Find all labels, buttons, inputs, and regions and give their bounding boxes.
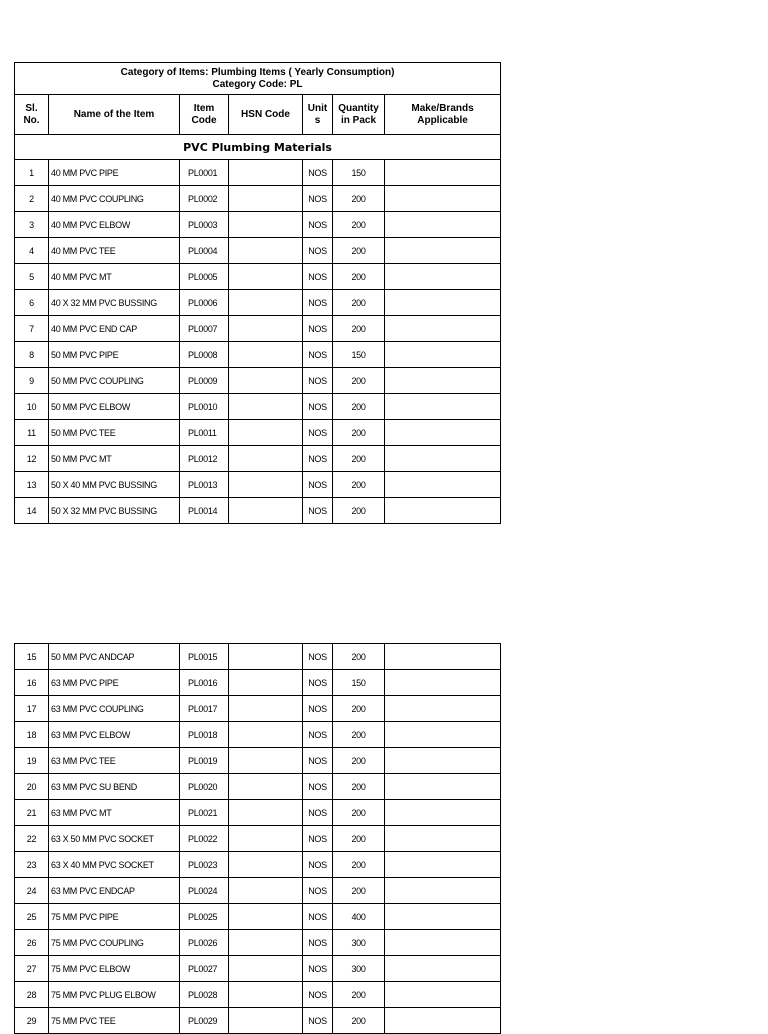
cell-sl-no: 1 [15, 160, 49, 186]
cell-item-code: PL0015 [180, 644, 229, 670]
cell-hsn-code [229, 956, 303, 982]
cell-sl-no: 25 [15, 904, 49, 930]
cell-quantity: 150 [333, 342, 385, 368]
cell-item-code: PL0013 [180, 472, 229, 498]
cell-units: NOS [303, 670, 333, 696]
cell-quantity: 200 [333, 264, 385, 290]
cell-item-name: 50 MM PVC ANDCAP [49, 644, 180, 670]
cell-item-code: PL0001 [180, 160, 229, 186]
table-row [15, 904, 501, 930]
cell-units: NOS [303, 342, 333, 368]
cell-item-code: PL0026 [180, 930, 229, 956]
cell-units: NOS [303, 904, 333, 930]
cell-item-name: 75 MM PVC PLUG ELBOW [49, 982, 180, 1008]
cell-item-code: PL0016 [180, 670, 229, 696]
cell-hsn-code [229, 394, 303, 420]
cell-item-code: PL0014 [180, 498, 229, 524]
cell-hsn-code [229, 420, 303, 446]
table-row [15, 670, 501, 696]
cell-quantity: 200 [333, 186, 385, 212]
cell-hsn-code [229, 316, 303, 342]
cell-make-brands [385, 394, 501, 420]
table-title [15, 63, 501, 95]
cell-units: NOS [303, 238, 333, 264]
cell-sl-no: 26 [15, 930, 49, 956]
cell-item-code: PL0018 [180, 722, 229, 748]
cell-make-brands [385, 982, 501, 1008]
table-row [15, 394, 501, 420]
cell-item-name: 40 MM PVC ELBOW [49, 212, 180, 238]
cell-item-name: 75 MM PVC TEE [49, 1008, 180, 1034]
cell-sl-no: 6 [15, 290, 49, 316]
cell-sl-no: 11 [15, 420, 49, 446]
cell-make-brands [385, 368, 501, 394]
cell-item-code: PL0009 [180, 368, 229, 394]
cell-quantity: 200 [333, 644, 385, 670]
cell-item-name: 75 MM PVC ELBOW [49, 956, 180, 982]
header-hsn-code: HSN Code [229, 95, 303, 135]
cell-item-code: PL0003 [180, 212, 229, 238]
cell-units: NOS [303, 420, 333, 446]
cell-quantity: 150 [333, 160, 385, 186]
cell-sl-no: 27 [15, 956, 49, 982]
cell-item-code: PL0022 [180, 826, 229, 852]
cell-item-name: 63 MM PVC MT [49, 800, 180, 826]
cell-make-brands [385, 852, 501, 878]
table-row [15, 498, 501, 524]
table-row [15, 930, 501, 956]
cell-units: NOS [303, 748, 333, 774]
cell-item-name: 50 MM PVC TEE [49, 420, 180, 446]
cell-units: NOS [303, 472, 333, 498]
cell-quantity: 200 [333, 420, 385, 446]
cell-hsn-code [229, 160, 303, 186]
cell-make-brands [385, 670, 501, 696]
cell-units: NOS [303, 446, 333, 472]
cell-item-name: 75 MM PVC PIPE [49, 904, 180, 930]
cell-hsn-code [229, 878, 303, 904]
table-row [15, 878, 501, 904]
cell-quantity: 200 [333, 394, 385, 420]
header-units: Unit s [303, 95, 333, 135]
cell-item-name: 63 MM PVC PIPE [49, 670, 180, 696]
cell-units: NOS [303, 160, 333, 186]
cell-sl-no: 9 [15, 368, 49, 394]
cell-sl-no: 4 [15, 238, 49, 264]
cell-units: NOS [303, 644, 333, 670]
table-row [15, 956, 501, 982]
table-row [15, 774, 501, 800]
table-row [15, 238, 501, 264]
cell-units: NOS [303, 498, 333, 524]
cell-sl-no: 2 [15, 186, 49, 212]
cell-hsn-code [229, 342, 303, 368]
cell-item-code: PL0019 [180, 748, 229, 774]
cell-sl-no: 22 [15, 826, 49, 852]
cell-quantity: 200 [333, 238, 385, 264]
cell-hsn-code [229, 982, 303, 1008]
table-row [15, 696, 501, 722]
cell-make-brands [385, 878, 501, 904]
cell-item-code: PL0024 [180, 878, 229, 904]
cell-units: NOS [303, 316, 333, 342]
cell-sl-no: 12 [15, 446, 49, 472]
cell-item-name: 63 MM PVC SU BEND [49, 774, 180, 800]
cell-make-brands [385, 420, 501, 446]
cell-make-brands [385, 930, 501, 956]
table-row [15, 1008, 501, 1034]
cell-item-code: PL0020 [180, 774, 229, 800]
cell-item-code: PL0029 [180, 1008, 229, 1034]
cell-item-name: 63 MM PVC COUPLING [49, 696, 180, 722]
table-row [15, 316, 501, 342]
cell-sl-no: 3 [15, 212, 49, 238]
category-title: Category of Items: Plumbing Items ( Yearly Consumption) [120, 66, 395, 78]
cell-item-name: 63 X 40 MM PVC SOCKET [49, 852, 180, 878]
table-row [15, 368, 501, 394]
cell-hsn-code [229, 1008, 303, 1034]
cell-item-code: PL0002 [180, 186, 229, 212]
cell-make-brands [385, 316, 501, 342]
cell-quantity: 200 [333, 212, 385, 238]
cell-quantity: 200 [333, 748, 385, 774]
cell-hsn-code [229, 800, 303, 826]
table-row [15, 160, 501, 186]
table-body-2 [15, 644, 501, 1034]
cell-units: NOS [303, 212, 333, 238]
cell-item-code: PL0021 [180, 800, 229, 826]
cell-make-brands [385, 264, 501, 290]
cell-quantity: 300 [333, 956, 385, 982]
cell-units: NOS [303, 982, 333, 1008]
cell-hsn-code [229, 186, 303, 212]
cell-quantity: 200 [333, 1008, 385, 1034]
cell-item-name: 40 X 32 MM PVC BUSSING [49, 290, 180, 316]
cell-make-brands [385, 186, 501, 212]
cell-sl-no: 16 [15, 670, 49, 696]
table-row [15, 342, 501, 368]
cell-sl-no: 17 [15, 696, 49, 722]
cell-sl-no: 8 [15, 342, 49, 368]
cell-sl-no: 29 [15, 1008, 49, 1034]
cell-item-name: 40 MM PVC COUPLING [49, 186, 180, 212]
cell-hsn-code [229, 748, 303, 774]
cell-make-brands [385, 212, 501, 238]
cell-quantity: 200 [333, 290, 385, 316]
cell-item-code: PL0010 [180, 394, 229, 420]
cell-item-name: 50 MM PVC ELBOW [49, 394, 180, 420]
cell-item-code: PL0011 [180, 420, 229, 446]
cell-sl-no: 21 [15, 800, 49, 826]
cell-item-code: PL0028 [180, 982, 229, 1008]
table-row [15, 748, 501, 774]
table-row [15, 826, 501, 852]
cell-item-name: 40 MM PVC END CAP [49, 316, 180, 342]
cell-make-brands [385, 1008, 501, 1034]
cell-item-name: 50 X 32 MM PVC BUSSING [49, 498, 180, 524]
cell-make-brands [385, 498, 501, 524]
cell-units: NOS [303, 696, 333, 722]
cell-hsn-code [229, 238, 303, 264]
cell-quantity: 200 [333, 498, 385, 524]
cell-units: NOS [303, 800, 333, 826]
cell-hsn-code [229, 930, 303, 956]
cell-make-brands [385, 904, 501, 930]
cell-hsn-code [229, 644, 303, 670]
cell-item-name: 75 MM PVC COUPLING [49, 930, 180, 956]
cell-make-brands [385, 774, 501, 800]
cell-quantity: 300 [333, 930, 385, 956]
table-row [15, 264, 501, 290]
cell-hsn-code [229, 212, 303, 238]
category-code: Category Code: PL [212, 78, 303, 90]
cell-quantity: 400 [333, 904, 385, 930]
cell-quantity: 200 [333, 878, 385, 904]
cell-item-name: 50 MM PVC COUPLING [49, 368, 180, 394]
cell-hsn-code [229, 472, 303, 498]
table-row [15, 644, 501, 670]
cell-make-brands [385, 342, 501, 368]
cell-quantity: 200 [333, 852, 385, 878]
cell-units: NOS [303, 368, 333, 394]
section-heading: PVC Plumbing Materials [15, 135, 501, 160]
cell-units: NOS [303, 1008, 333, 1034]
cell-quantity: 200 [333, 722, 385, 748]
cell-quantity: 150 [333, 670, 385, 696]
cell-hsn-code [229, 722, 303, 748]
cell-quantity: 200 [333, 472, 385, 498]
cell-hsn-code [229, 852, 303, 878]
cell-make-brands [385, 956, 501, 982]
cell-sl-no: 10 [15, 394, 49, 420]
table-row [15, 186, 501, 212]
cell-item-name: 50 X 40 MM PVC BUSSING [49, 472, 180, 498]
cell-make-brands [385, 748, 501, 774]
header-item-code: Item Code [180, 95, 229, 135]
cell-item-name: 40 MM PVC MT [49, 264, 180, 290]
cell-sl-no: 24 [15, 878, 49, 904]
cell-make-brands [385, 290, 501, 316]
table-row [15, 722, 501, 748]
cell-units: NOS [303, 264, 333, 290]
cell-item-name: 63 X 50 MM PVC SOCKET [49, 826, 180, 852]
cell-hsn-code [229, 774, 303, 800]
cell-quantity: 200 [333, 800, 385, 826]
cell-units: NOS [303, 930, 333, 956]
cell-units: NOS [303, 722, 333, 748]
cell-item-name: 63 MM PVC ELBOW [49, 722, 180, 748]
cell-make-brands [385, 696, 501, 722]
consumption-table-part-2 [14, 643, 501, 1034]
cell-make-brands [385, 472, 501, 498]
cell-item-code: PL0027 [180, 956, 229, 982]
cell-units: NOS [303, 956, 333, 982]
cell-item-code: PL0004 [180, 238, 229, 264]
cell-item-code: PL0008 [180, 342, 229, 368]
cell-hsn-code [229, 264, 303, 290]
cell-units: NOS [303, 394, 333, 420]
cell-sl-no: 23 [15, 852, 49, 878]
cell-hsn-code [229, 826, 303, 852]
table-row [15, 420, 501, 446]
table-row [15, 472, 501, 498]
table-row [15, 446, 501, 472]
cell-item-code: PL0025 [180, 904, 229, 930]
cell-make-brands [385, 238, 501, 264]
cell-sl-no: 14 [15, 498, 49, 524]
cell-item-name: 50 MM PVC PIPE [49, 342, 180, 368]
cell-item-code: PL0007 [180, 316, 229, 342]
cell-quantity: 200 [333, 982, 385, 1008]
cell-sl-no: 19 [15, 748, 49, 774]
cell-sl-no: 18 [15, 722, 49, 748]
cell-item-code: PL0012 [180, 446, 229, 472]
cell-item-code: PL0017 [180, 696, 229, 722]
cell-sl-no: 13 [15, 472, 49, 498]
cell-make-brands [385, 722, 501, 748]
table-row [15, 212, 501, 238]
cell-make-brands [385, 644, 501, 670]
cell-units: NOS [303, 774, 333, 800]
cell-sl-no: 7 [15, 316, 49, 342]
cell-item-name: 40 MM PVC PIPE [49, 160, 180, 186]
cell-item-name: 40 MM PVC TEE [49, 238, 180, 264]
header-make-brands: Make/Brands Applicable [385, 95, 501, 135]
cell-quantity: 200 [333, 316, 385, 342]
table-row [15, 982, 501, 1008]
cell-item-name: 63 MM PVC TEE [49, 748, 180, 774]
cell-units: NOS [303, 878, 333, 904]
cell-hsn-code [229, 368, 303, 394]
table-row [15, 290, 501, 316]
cell-quantity: 200 [333, 696, 385, 722]
cell-hsn-code [229, 498, 303, 524]
cell-units: NOS [303, 852, 333, 878]
cell-sl-no: 5 [15, 264, 49, 290]
cell-sl-no: 28 [15, 982, 49, 1008]
cell-sl-no: 20 [15, 774, 49, 800]
cell-units: NOS [303, 826, 333, 852]
cell-hsn-code [229, 446, 303, 472]
table-body-1 [15, 160, 501, 524]
cell-item-name: 63 MM PVC ENDCAP [49, 878, 180, 904]
cell-quantity: 200 [333, 368, 385, 394]
cell-item-name: 50 MM PVC MT [49, 446, 180, 472]
cell-make-brands [385, 160, 501, 186]
cell-units: NOS [303, 186, 333, 212]
cell-quantity: 200 [333, 446, 385, 472]
cell-quantity: 200 [333, 774, 385, 800]
cell-units: NOS [303, 290, 333, 316]
cell-make-brands [385, 800, 501, 826]
cell-hsn-code [229, 696, 303, 722]
header-quantity: Quantity in Pack [333, 95, 385, 135]
cell-hsn-code [229, 904, 303, 930]
cell-item-code: PL0023 [180, 852, 229, 878]
cell-hsn-code [229, 290, 303, 316]
column-header-row [15, 95, 501, 135]
consumption-table-part-1 [14, 62, 501, 524]
cell-item-code: PL0006 [180, 290, 229, 316]
cell-sl-no: 15 [15, 644, 49, 670]
header-item-name: Name of the Item [49, 95, 180, 135]
cell-make-brands [385, 826, 501, 852]
cell-hsn-code [229, 670, 303, 696]
header-sl-no: Sl. No. [15, 95, 49, 135]
table-row [15, 852, 501, 878]
cell-item-code: PL0005 [180, 264, 229, 290]
table-row [15, 800, 501, 826]
cell-make-brands [385, 446, 501, 472]
cell-quantity: 200 [333, 826, 385, 852]
